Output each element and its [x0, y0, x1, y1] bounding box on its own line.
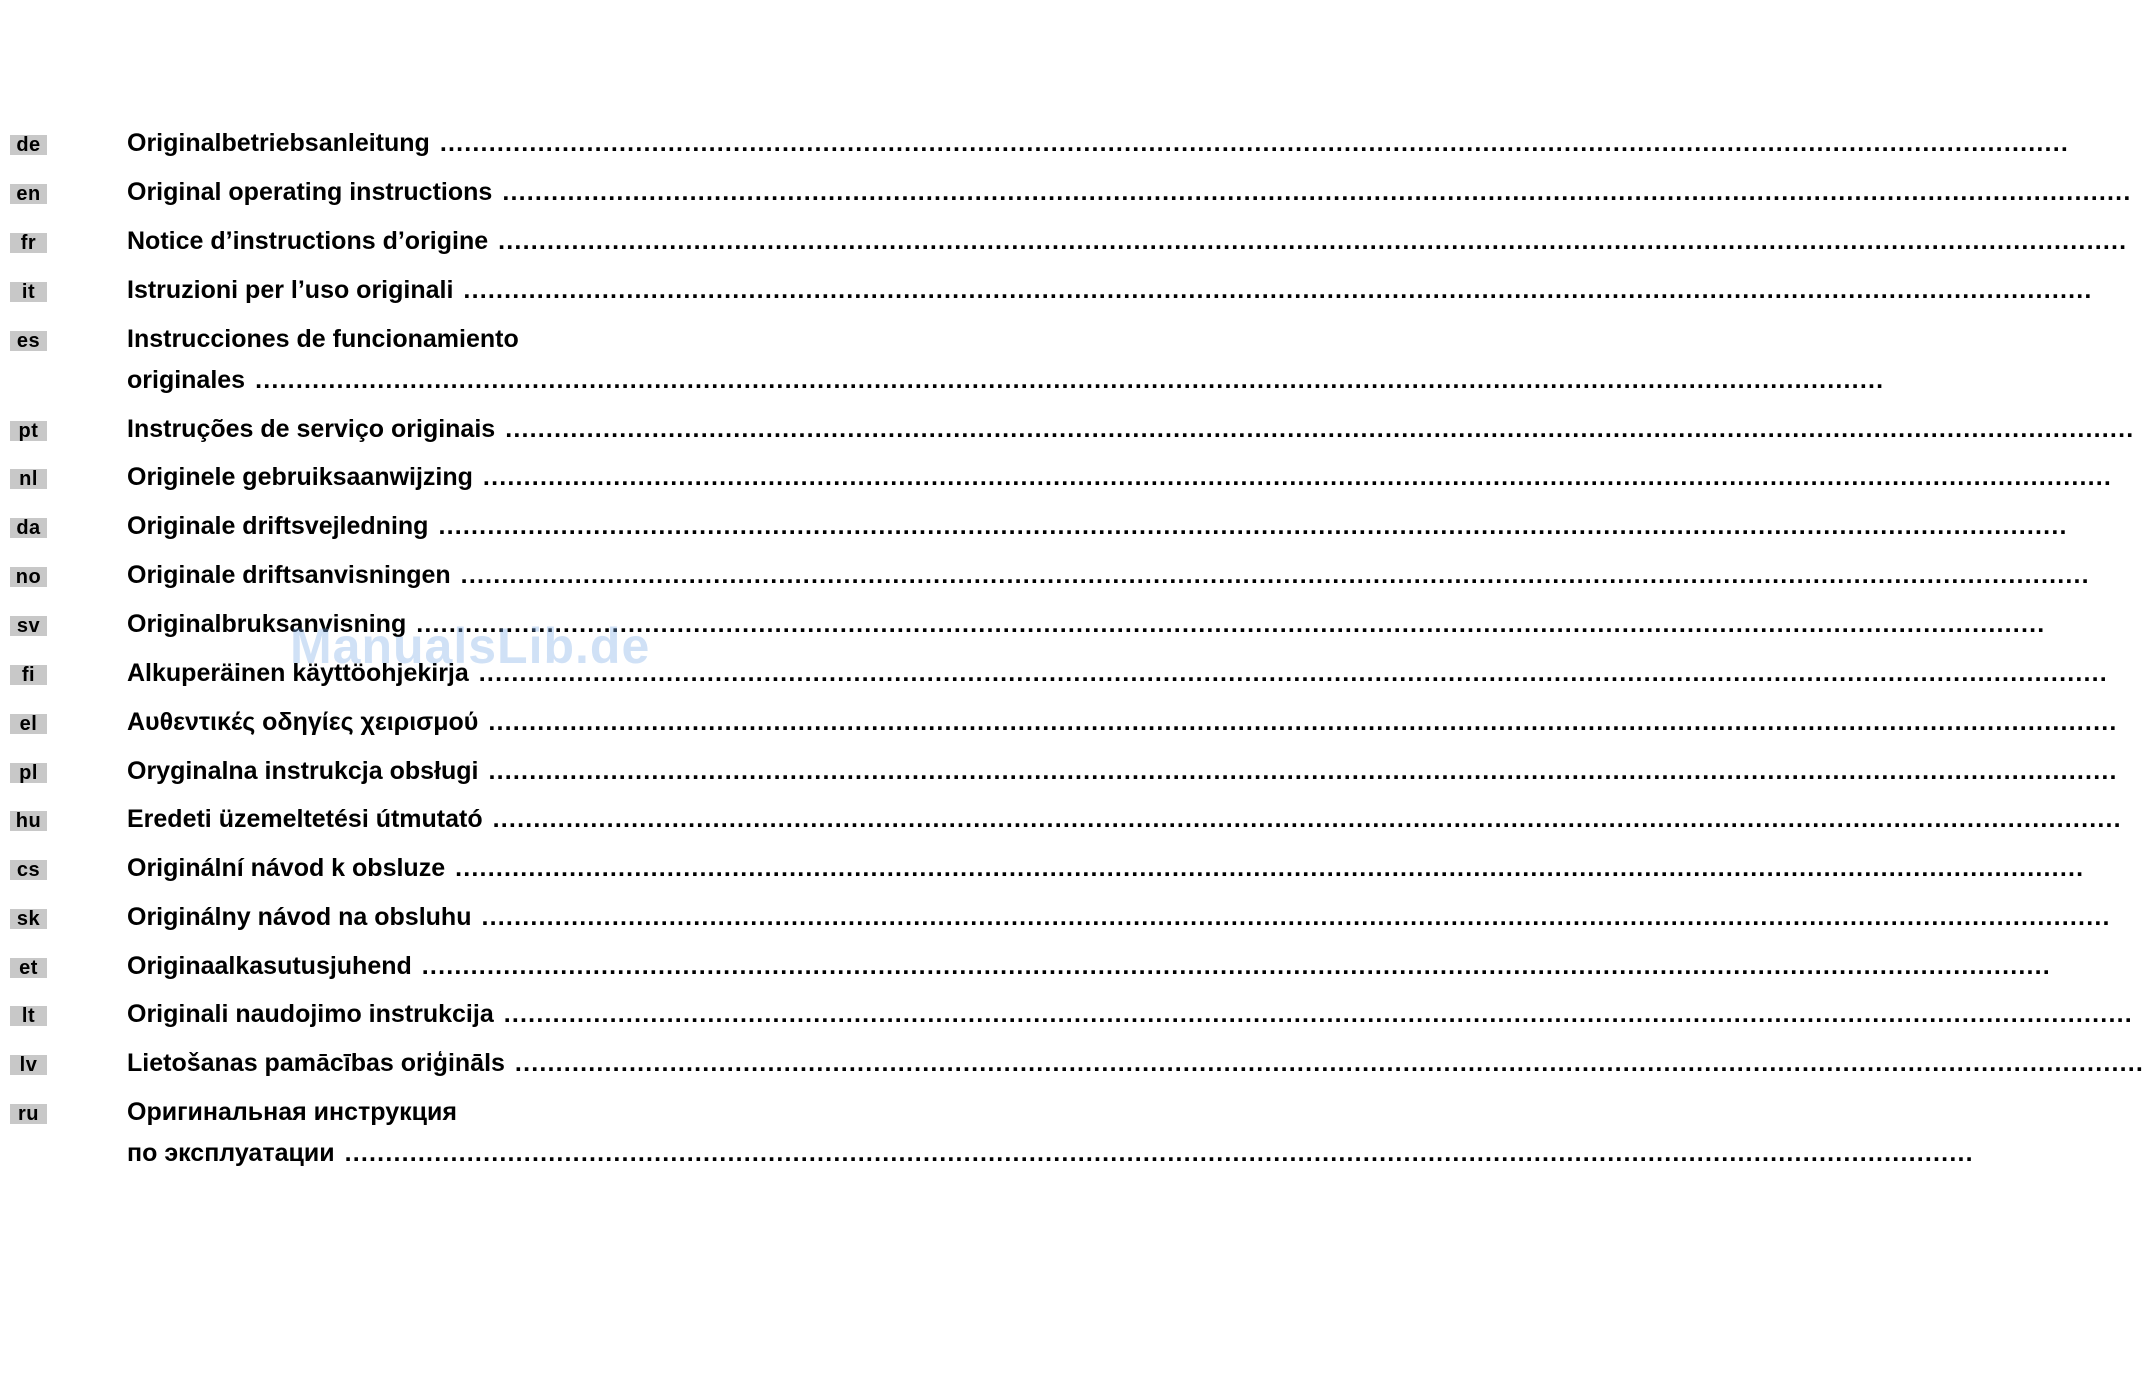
toc-line [127, 364, 1885, 396]
dot-leader: ........................................................................................................................................................................................................ [421, 952, 2051, 980]
toc-line [127, 706, 2118, 738]
dot-leader: ........................................................................................................................................................................................................ [255, 366, 1885, 394]
dot-leader: ........................................................................................................................................................................................................ [492, 805, 2122, 833]
dot-leader: ........................................................................................................................................................................................................ [344, 1139, 1974, 1167]
toc-line [127, 274, 2093, 306]
toc-line [127, 950, 2051, 982]
toc-title: Original operating instructions [127, 178, 493, 206]
dot-leader: ........................................................................................................................................................................................................ [478, 659, 2108, 687]
toc-title: Originale driftsvejledning [127, 512, 429, 540]
language-code-badge: cs [10, 860, 47, 880]
toc-title: Originali naudojimo instrukcija [127, 1000, 494, 1028]
dot-leader: ........................................................................................................................................................................................................ [488, 708, 2118, 736]
toc-title: Istruzioni per l’uso originali [127, 276, 454, 304]
toc-title: Oryginalna instrukcja obsługi [127, 757, 479, 785]
toc-line [127, 559, 2090, 591]
toc-line [127, 852, 2085, 884]
language-code-badge: sk [10, 909, 47, 929]
toc-title: Originální návod k obsluze [127, 854, 446, 882]
language-code-badge: en [10, 184, 47, 204]
dot-leader: ........................................................................................................................................................................................................ [502, 178, 2132, 206]
language-code-badge: lt [10, 1006, 47, 1026]
toc-line [127, 803, 2122, 835]
dot-leader: ........................................................................................................................................................................................................ [505, 415, 2135, 443]
toc-line [127, 323, 861, 355]
language-code-badge: pl [10, 763, 47, 783]
language-code-badge: de [10, 135, 47, 155]
dot-leader: ........................................................................................................................................................................................................ [455, 854, 2085, 882]
toc-title: Eredeti üzemeltetési útmutató [127, 805, 483, 833]
toc-title: originales [127, 366, 246, 394]
toc-title: по эксплуатации [127, 1139, 335, 1167]
toc-line [127, 1047, 2144, 1079]
toc-line [127, 510, 2068, 542]
toc-title: Instruções de serviço originais [127, 415, 496, 443]
dot-leader: ........................................................................................................................................................................................................ [463, 276, 2093, 304]
language-code-badge: it [10, 282, 47, 302]
dot-leader: ........................................................................................................................................................................................................ [460, 561, 2090, 589]
toc-line [127, 1096, 861, 1128]
toc-title: Оригинальная инструкция [127, 1098, 457, 1126]
language-code-badge: no [10, 567, 47, 587]
dot-leader: ........................................................................................................................................................................................................ [481, 903, 2111, 931]
toc-title: Notice d’instructions d’origine [127, 227, 489, 255]
language-code-badge: hu [10, 811, 47, 831]
toc-title: Originele gebruiksaanwijzing [127, 463, 473, 491]
dot-leader: ........................................................................................................................................................................................................ [439, 129, 2069, 157]
toc-line [127, 901, 2111, 933]
toc-title: Alkuperäinen käyttöohjekirja [127, 659, 469, 687]
toc-line [127, 176, 2132, 208]
dot-leader: ........................................................................................................................................................................................................ [503, 1000, 2133, 1028]
toc-line [127, 127, 2069, 159]
language-code-badge: ru [10, 1104, 47, 1124]
toc-line [127, 998, 2133, 1030]
toc-title: Αυθεντικές οδηγίες χειρισμού [127, 708, 479, 736]
dot-leader: ........................................................................................................................................................................................................ [514, 1049, 2144, 1077]
language-code-badge: da [10, 518, 47, 538]
language-code-badge: sv [10, 616, 47, 636]
language-code-badge: pt [10, 421, 47, 441]
language-code-badge: fi [10, 665, 47, 685]
toc-line [127, 413, 2135, 445]
dot-leader: ........................................................................................................................................................................................................ [482, 463, 2113, 491]
toc-title: Originalbruksanvisning [127, 610, 407, 638]
language-code-badge: lv [10, 1055, 47, 1075]
dot-leader: ........................................................................................................................................................................................................ [498, 227, 2128, 255]
toc-title: Lietošanas pamācības oriģināls [127, 1049, 505, 1077]
toc-title: Instrucciones de funcionamiento [127, 325, 519, 353]
watermark: ManualsLib.de [290, 618, 651, 674]
toc-title: Originalbetriebsanleitung [127, 129, 430, 157]
dot-leader: ........................................................................................................................................................................................................ [488, 757, 2118, 785]
dot-leader: ........................................................................................................................................................................................................ [416, 610, 2046, 638]
toc-line [127, 225, 2128, 257]
toc-line [127, 461, 2113, 493]
language-code-badge: es [10, 331, 47, 351]
toc-title: Originaalkasutusjuhend [127, 952, 412, 980]
toc-title: Originale driftsanvisningen [127, 561, 451, 589]
dot-leader: ........................................................................................................................................................................................................ [438, 512, 2068, 540]
language-code-badge: et [10, 958, 47, 978]
language-code-badge: fr [10, 233, 47, 253]
toc-line [127, 1137, 1974, 1169]
toc-title: Originálny návod na obsluhu [127, 903, 472, 931]
language-code-badge: el [10, 714, 47, 734]
language-code-badge: nl [10, 469, 47, 489]
toc-line [127, 755, 2118, 787]
